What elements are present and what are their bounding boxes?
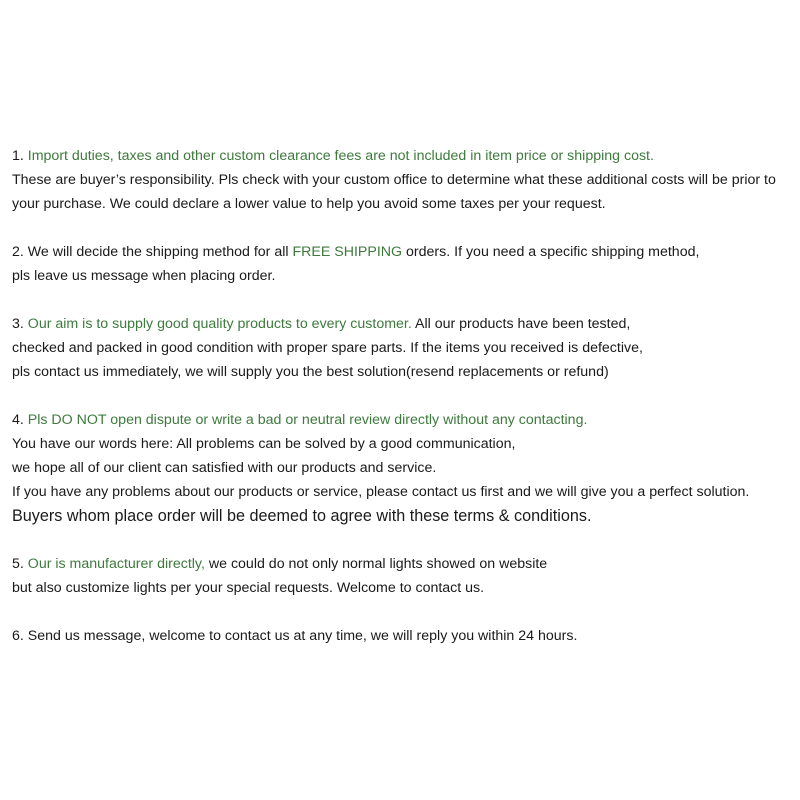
term-4-line-5: Buyers whom place order will be deemed to agree with these terms & conditions.: [12, 507, 592, 525]
term-5-line-1: [12, 552, 798, 576]
term-2-line-2: pls leave us message when placing order.: [12, 268, 276, 284]
term-1-line-2: These are buyer’s responsibility. Pls check with your custom office to determine what these additional costs will be prior to: [12, 172, 776, 188]
term-2-suffix: orders. If you need a specific shipping method,: [402, 244, 700, 260]
term-5-number: 5.: [12, 556, 28, 572]
term-4-line-4: If you have any problems about our products or service, please contact us first and we will give you a perfect solution.: [12, 484, 750, 500]
term-2-highlight: FREE SHIPPING: [292, 244, 403, 260]
term-5-line-2: but also customize lights per your special requests. Welcome to contact us.: [12, 580, 485, 596]
spacer: [12, 600, 798, 624]
term-6-line-1: 6. Send us message, welcome to contact us at any time, we will reply you within 24 hours.: [12, 628, 578, 644]
spacer: [12, 216, 798, 240]
term-3-line-2: checked and packed in good condition with proper spare parts. If the items you received is defective,: [12, 340, 643, 356]
terms-document: [12, 144, 798, 648]
term-5-highlight: Our is manufacturer directly,: [27, 556, 205, 572]
term-3-line-1: [12, 312, 798, 336]
term-3-highlight: Our aim is to supply good quality products to every customer.: [27, 316, 412, 332]
term-1-line-1: [12, 144, 798, 168]
spacer: [12, 528, 798, 552]
spacer: [12, 384, 798, 408]
term-4-line-2: You have our words here: All problems can be solved by a good communication,: [12, 436, 516, 452]
term-4-line-3: we hope all of our client can satisfied with our products and service.: [12, 460, 437, 476]
term-5-suffix: we could do not only normal lights showed on website: [204, 556, 548, 572]
term-4-number: 4.: [12, 412, 28, 428]
term-3-suffix: All our products have been tested,: [411, 316, 631, 332]
term-3-line-3: pls contact us immediately, we will supply you the best solution(resend replacements or refund): [12, 364, 609, 380]
term-1-highlight: Import duties, taxes and other custom clearance fees are not included in item price or shipping cost.: [27, 148, 654, 164]
term-1-line-3: your purchase. We could declare a lower value to help you avoid some taxes per your request.: [12, 196, 606, 212]
term-4-highlight: Pls DO NOT open dispute or write a bad or neutral review directly without any contacting.: [27, 412, 588, 428]
term-2-prefix: 2. We will decide the shipping method for all: [12, 244, 293, 260]
term-4-line-1: [12, 408, 798, 432]
term-3-number: 3.: [12, 316, 28, 332]
term-1-number: 1.: [12, 148, 28, 164]
spacer: [12, 288, 798, 312]
term-2-line-1: [12, 240, 798, 264]
